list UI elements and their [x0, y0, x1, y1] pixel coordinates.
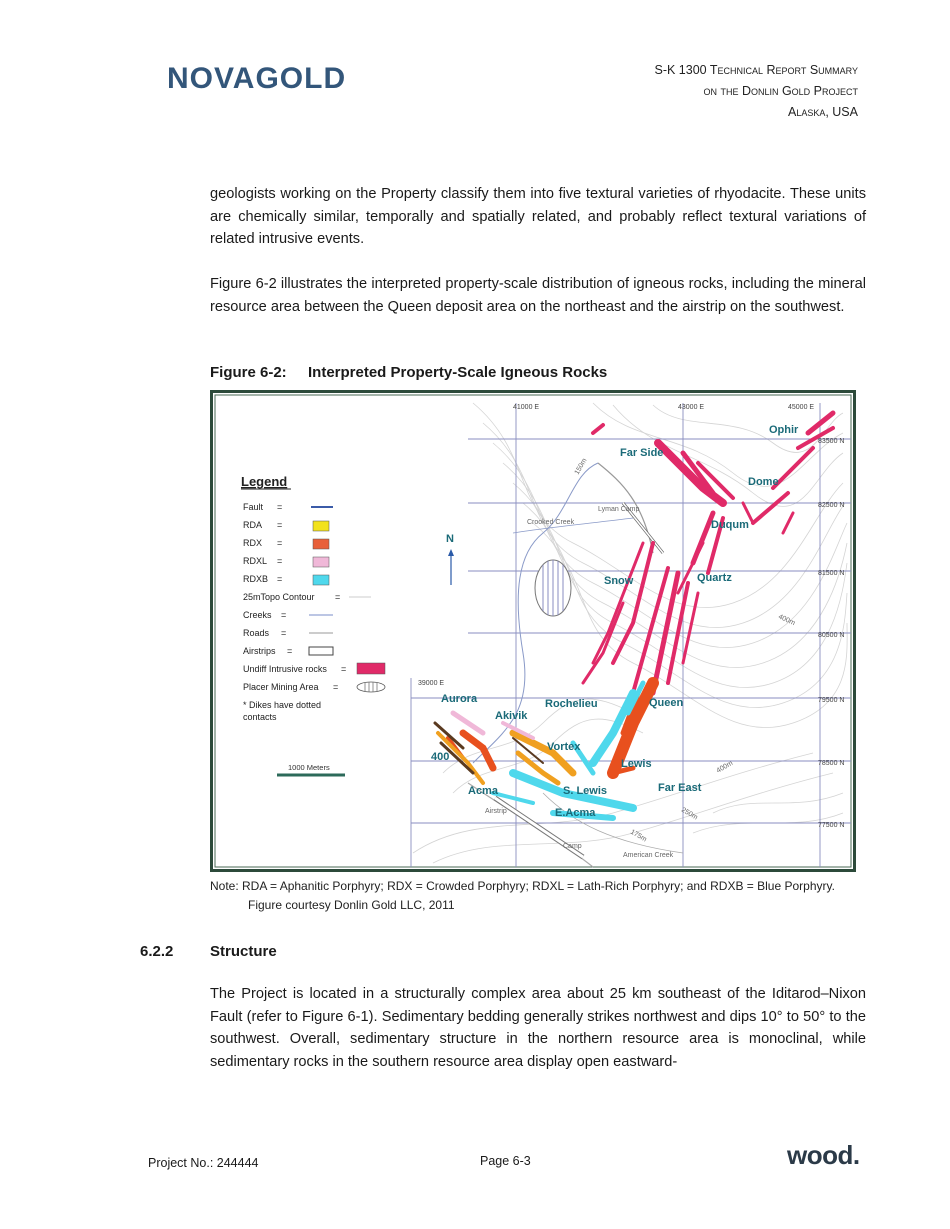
wood-logo: wood. — [787, 1140, 860, 1170]
legend-swatch — [309, 647, 333, 655]
svg-text:=: = — [335, 592, 341, 602]
figure-title — [210, 364, 607, 381]
grid-label-x: 41000 E — [513, 404, 540, 411]
section-number: 6.2.2 — [140, 943, 174, 960]
svg-text:=: = — [277, 502, 283, 512]
deposit-label: Far East — [658, 782, 702, 794]
grid-label-y: 80500 N — [818, 632, 845, 639]
deposit-label: Far Side — [620, 447, 664, 459]
legend-label: Roads — [243, 628, 270, 638]
contour-label: 175m — [629, 828, 648, 844]
legend-label: RDA — [243, 520, 263, 530]
svg-text:=: = — [281, 628, 287, 638]
geology-map-figure — [210, 390, 856, 872]
deposit-label: Snow — [604, 575, 634, 587]
novagold-logo: NOVAGOLD — [167, 62, 347, 95]
north-label: N — [446, 533, 454, 545]
contour-label: 400m — [777, 613, 796, 628]
legend-note: * Dikes have dotted — [243, 700, 322, 710]
note-line-1: Note: RDA = Aphanitic Porphyry; RDX = Crowded Porphyry; RDXL = Lath-Rich Porphyry; and RDXB = Blue Porphyry. — [210, 879, 835, 893]
paragraph-2: Figure 6-2 illustrates the interpreted property-scale distribution of igneous rocks, including the mineral resource area between the Queen deposit area on the northeast and the airstrip on the southwest. — [210, 276, 866, 315]
deposit-label: Aurora — [441, 693, 478, 705]
legend-label: Airstrips — [243, 646, 276, 656]
figure-note — [210, 877, 835, 915]
paragraph-1: geologists working on the Property classify them into five textural varieties of rhyodacite. These units are chemically similar, temporally and spatially related, and probably reflect textural variations of related intrusive events. — [210, 186, 866, 247]
grid-label-y: 83500 N — [818, 438, 845, 445]
legend-label: RDXB — [243, 574, 269, 584]
deposit-label: E.Acma — [555, 807, 596, 819]
place-label: Lyman Camp — [598, 506, 640, 513]
report-header — [655, 60, 859, 123]
legend-swatch — [313, 539, 329, 549]
geology-map — [213, 393, 853, 869]
legend-note: contacts — [243, 712, 277, 722]
legend-label: 25mTopo Contour — [243, 592, 315, 602]
grid-label-y: 82500 N — [818, 502, 845, 509]
deposit-label: Queen — [649, 697, 684, 709]
grid-label-y: 78500 N — [818, 760, 845, 767]
place-label: American Creek — [623, 852, 674, 859]
deposit-label: Duqum — [711, 519, 749, 531]
section-title: Structure — [210, 943, 277, 960]
page-number: Page 6-3 — [480, 1154, 531, 1168]
deposit-label: Rochelieu — [545, 698, 598, 710]
grid-label-x: 45000 E — [788, 404, 815, 411]
legend-label: Creeks — [243, 610, 272, 620]
deposit-label: Acma — [468, 785, 498, 797]
deposit-label: 400 — [431, 751, 450, 763]
deposit-label: Lewis — [621, 758, 652, 770]
place-label: Camp — [563, 843, 582, 850]
contour-label: 400m — [715, 759, 735, 775]
scale-label: 1000 Meters — [288, 763, 330, 772]
legend-swatch — [313, 575, 329, 585]
project-number: Project No.: 244444 — [148, 1156, 259, 1170]
deposit-label: S. Lewis — [563, 785, 608, 797]
header-line-2: on the Donlin Gold Project — [703, 84, 858, 98]
grid-label-y: 81500 N — [818, 570, 845, 577]
place-label: Crooked Creek — [527, 519, 575, 526]
deposit-label: Dome — [748, 476, 779, 488]
legend-label: Placer Mining Area — [243, 682, 319, 692]
legend-swatch — [313, 557, 329, 567]
place-label: Airstrip — [485, 808, 507, 815]
svg-text:=: = — [341, 664, 347, 674]
paragraph-3: The Project is located in a structurally complex area about 25 km southeast of the Iditarod–Nixon Fault (refer to Figure 6-1). Sedimentary bedding generally strikes northwest and dips 10° to 50° to the southwest. Overall, sedimentary structure in the northern resource area is monoclinal, while sedimentary rocks in the southern resource area display open eastward- — [210, 986, 866, 1070]
deposit-label: Vortex — [547, 741, 581, 753]
figure-caption: Interpreted Property-Scale Igneous Rocks — [308, 364, 608, 381]
legend-swatch — [357, 663, 385, 674]
svg-text:=: = — [333, 682, 339, 692]
legend-label: Undiff Intrusive rocks — [243, 664, 327, 674]
header-line-1: S-K 1300 Technical Report Summary — [654, 63, 858, 77]
svg-text:=: = — [277, 520, 283, 530]
svg-text:=: = — [277, 538, 283, 548]
deposit-label: Quartz — [697, 572, 732, 584]
figure-number: Figure 6-2: — [210, 364, 287, 381]
deposit-label: Akivik — [495, 710, 528, 722]
deposit-label: Ophir — [769, 424, 799, 436]
grid-label-x: 43000 E — [678, 404, 705, 411]
svg-text:=: = — [277, 556, 283, 566]
legend-swatch — [357, 682, 385, 692]
svg-text:=: = — [287, 646, 293, 656]
legend-label: RDXL — [243, 556, 268, 566]
legend-title: Legend — [241, 474, 288, 489]
legend-swatch — [313, 521, 329, 531]
header-line-3: Alaska, USA — [787, 105, 858, 119]
svg-text:=: = — [277, 574, 283, 584]
contour-label: 250m — [680, 806, 699, 822]
legend-label: RDX — [243, 538, 263, 548]
svg-text:=: = — [281, 610, 287, 620]
contour-label: 150m — [573, 457, 589, 476]
grid-label-x: 39000 E — [418, 680, 445, 687]
grid-label-y: 77500 N — [818, 822, 845, 829]
legend-label: Fault — [243, 502, 264, 512]
note-line-2: Figure courtesy Donlin Gold LLC, 2011 — [248, 898, 455, 912]
grid-label-y: 79500 N — [818, 697, 845, 704]
